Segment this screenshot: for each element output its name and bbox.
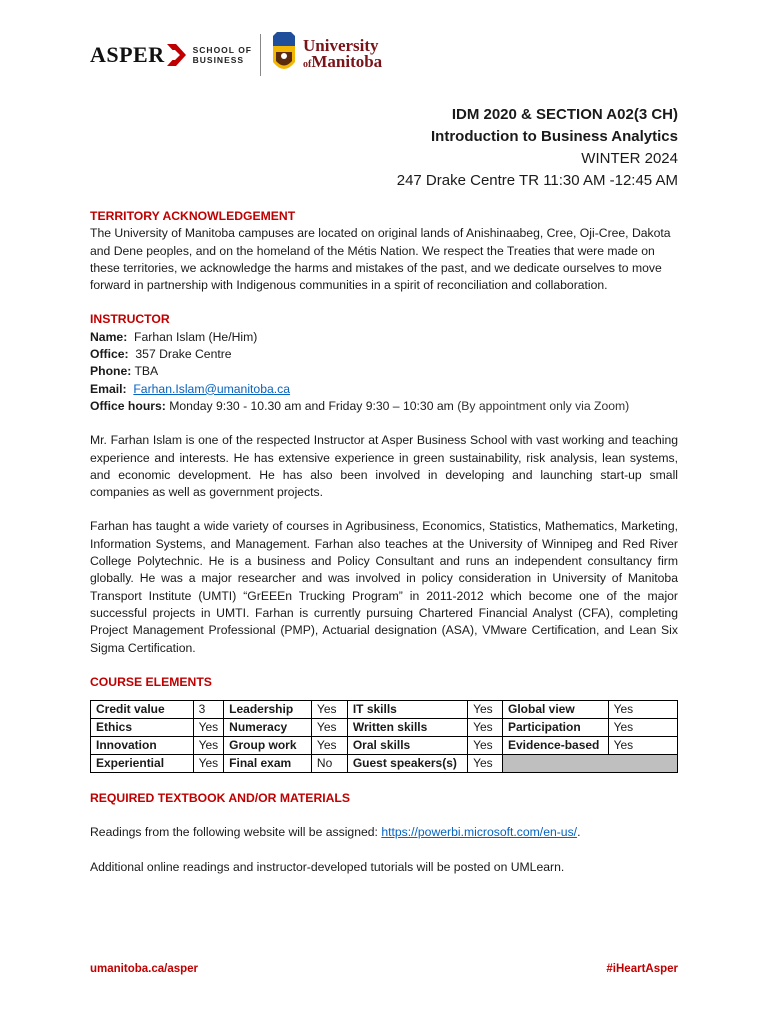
office-hours-note: (By appointment only via Zoom) xyxy=(457,398,630,413)
element-value-cell: Yes xyxy=(311,719,347,737)
university-of-manitoba-text: University ofManitoba xyxy=(303,35,383,71)
office-hours: Monday 9:30 - 10.30 am and Friday 9:30 – 10:30 am xyxy=(169,398,454,413)
table-row xyxy=(91,737,678,755)
additional-readings: Additional online readings and instructor-developed tutorials will be posted on UMLearn. xyxy=(90,859,565,874)
course-elements-heading: COURSE ELEMENTS xyxy=(90,674,212,689)
element-name-cell: Experiential xyxy=(91,755,194,773)
element-value-cell: Yes xyxy=(608,737,677,755)
element-name-cell: Innovation xyxy=(91,737,194,755)
instructor-name: Farhan Islam (He/Him) xyxy=(134,329,258,344)
element-name-cell: Evidence-based xyxy=(503,737,609,755)
university-crest-icon xyxy=(271,32,297,78)
course-term: WINTER 2024 xyxy=(581,150,678,167)
instructor-email-link[interactable]: Farhan.Islam@umanitoba.ca xyxy=(133,381,291,396)
materials-heading: REQUIRED TEXTBOOK AND/OR MATERIALS xyxy=(90,791,351,806)
footer xyxy=(90,963,678,975)
element-name-cell: Numeracy xyxy=(224,719,312,737)
element-name-cell: Participation xyxy=(503,719,609,737)
table-row xyxy=(91,719,678,737)
office-hours-line: Office hours: Monday 9:30 - 10.30 am and Friday 9:30 – 10:30 am (By appointment only via Zoom) xyxy=(90,398,630,413)
asper-chevron-icon xyxy=(167,44,187,66)
element-name-cell: Ethics xyxy=(91,719,194,737)
asper-logo-text: ASPER xyxy=(90,42,165,67)
element-name-cell: Final exam xyxy=(224,755,312,773)
readings-line: Readings from the following website will be assigned: https://powerbi.microsoft.com/en-us/. xyxy=(90,825,581,840)
element-name-cell: Leadership xyxy=(224,701,312,719)
course-schedule: 247 Drake Centre TR 11:30 AM -12:45 AM xyxy=(396,172,678,189)
element-value-cell: Yes xyxy=(193,737,224,755)
footer-hashtag: #iHeartAsper xyxy=(606,963,678,975)
instructor-office: 357 Drake Centre xyxy=(135,347,232,362)
powerbi-link[interactable]: https://powerbi.microsoft.com/en-us/ xyxy=(381,825,578,840)
course-elements-table xyxy=(90,700,678,773)
element-value-cell: Yes xyxy=(468,737,503,755)
element-value-cell: Yes xyxy=(608,719,677,737)
instructor-office-line: Office: 357 Drake Centre xyxy=(90,347,232,362)
table-row xyxy=(91,755,678,773)
element-value-cell: Yes xyxy=(311,701,347,719)
element-name-cell: Written skills xyxy=(347,719,467,737)
element-value-cell: Yes xyxy=(608,701,677,719)
course-name: Introduction to Business Analytics xyxy=(431,128,678,145)
header-logos xyxy=(90,30,382,80)
instructor-email-line: Email: Farhan.Islam@umanitoba.ca xyxy=(90,381,291,396)
element-value-cell: Yes xyxy=(193,755,224,773)
element-name-cell: Oral skills xyxy=(347,737,467,755)
element-name-cell: IT skills xyxy=(347,701,467,719)
element-value-cell: Yes xyxy=(193,719,224,737)
main-content xyxy=(90,208,678,876)
element-name-cell: Credit value xyxy=(91,701,194,719)
instructor-bio-1: Mr. Farhan Islam is one of the respected Instructor at Asper Business School with vast working and teaching experience and interests. He has extensive experience in green sustainability, risk analysis, lean systems, and economic development. He has also been involved in developing and launching start-up small companies as well as government projects. xyxy=(90,433,678,500)
element-value-cell: Yes xyxy=(311,737,347,755)
instructor-phone-line: Phone: TBA xyxy=(90,364,159,379)
logo-divider xyxy=(260,34,261,76)
footer-url[interactable]: umanitoba.ca/asper xyxy=(90,963,199,975)
territory-text: The University of Manitoba campuses are located on original lands of Anishinaabeg, Cree, Oji-Cree, Dakota and Dene peoples, and on the homeland of the Métis Nation. We respect the Treaties that were made on these territories, we acknowledge the harms and mistakes of the past, and we dedicate ourselves to move forward in partnership with Indigenous communities in a spirit of reconciliation and collaboration. xyxy=(90,226,671,293)
instructor-name-line: Name: Farhan Islam (He/Him) xyxy=(90,329,258,344)
school-of-business-text: SCHOOL OF BUSINESS xyxy=(192,45,252,65)
table-cell-empty xyxy=(503,755,678,773)
element-value-cell: Yes xyxy=(468,755,503,773)
instructor-bio-2: Farhan has taught a wide variety of courses in Agribusiness, Economics, Statistics, Mathematics, Marketing, Information Systems, and Management. Farhan also teaches at the University of Winnipeg and Red River College Polytechnic. He is a business and Policy Consultant and runs an independent consultancy firm globally. He was a major researcher and was involved in policy consideration in University of Manitoba Transport Institute (UMTI) “GrEEEn Trucking Program” in 2011-2012 which become one of the major successful projects in UMTI. Farhan is currently pursuing Chartered Financial Analyst (CFA), completing Project Management Professional (PMP), Actuarial designation (ASA), VMware Certification, and Lean Six Sigma Certification. xyxy=(90,519,678,655)
instructor-heading: INSTRUCTOR xyxy=(90,312,170,327)
element-name-cell: Global view xyxy=(503,701,609,719)
element-value-cell: Yes xyxy=(468,719,503,737)
element-name-cell: Group work xyxy=(224,737,312,755)
course-title-block xyxy=(397,104,678,192)
instructor-phone: TBA xyxy=(134,364,159,379)
element-value-cell: 3 xyxy=(193,701,224,719)
element-value-cell: Yes xyxy=(468,701,503,719)
territory-heading: TERRITORY ACKNOWLEDGEMENT xyxy=(90,209,296,223)
table-row xyxy=(91,701,678,719)
element-name-cell: Guest speakers(s) xyxy=(347,755,467,773)
element-value-cell: No xyxy=(311,755,347,773)
course-code: IDM 2020 & SECTION A02(3 CH) xyxy=(451,106,678,123)
